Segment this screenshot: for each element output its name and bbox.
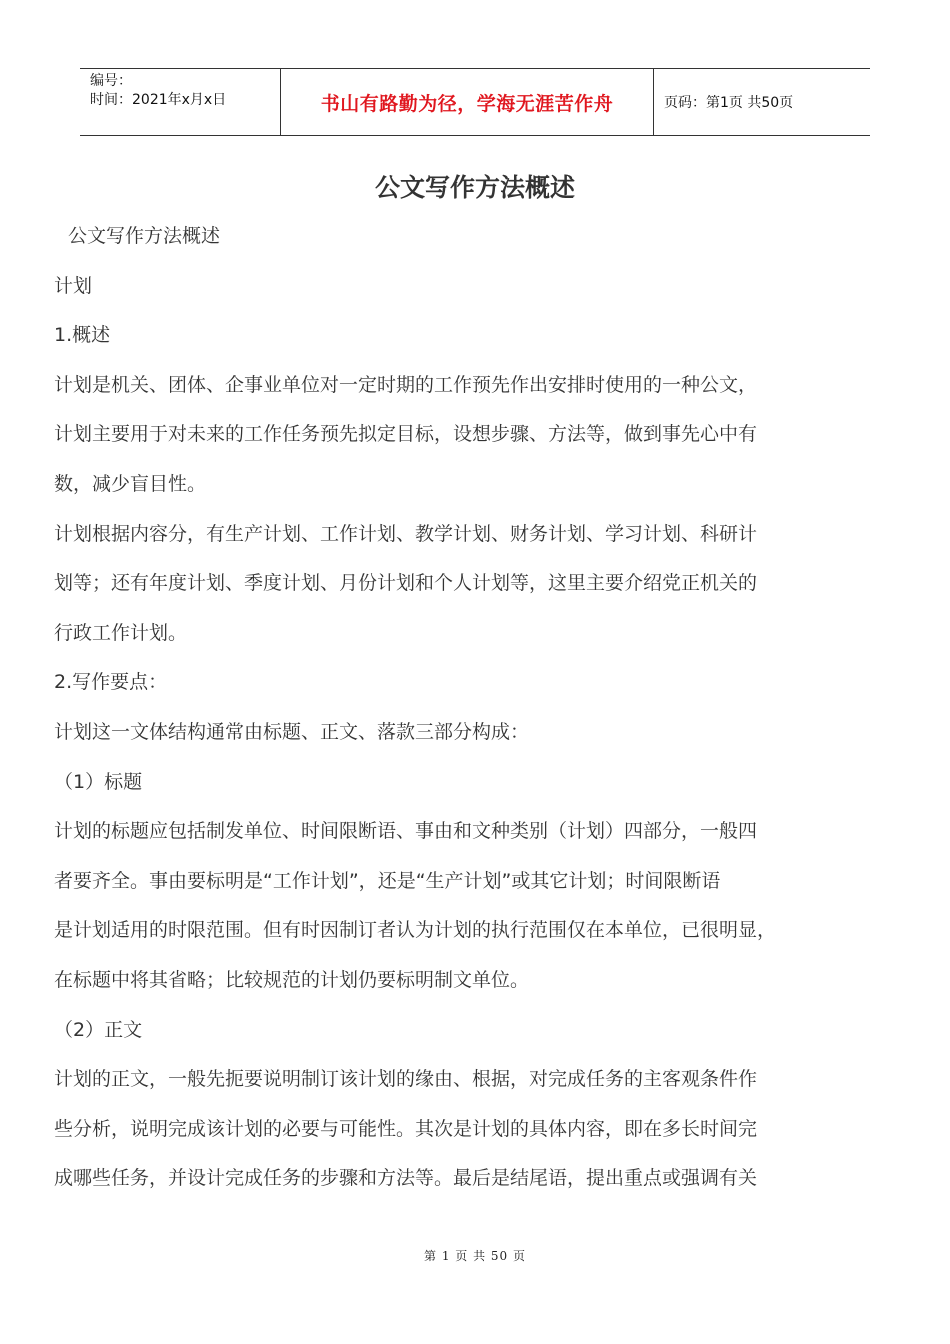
header-page-info: 页码：第1页 共50页 [664,95,794,111]
section-heading: 2.写作要点： [54,671,168,694]
paragraph-line: 计划这一文体结构通常由标题、正文、落款三部分构成： [54,720,530,743]
paragraph-line: 数，减少盲目性。 [54,472,207,495]
section-heading: 计划 [54,274,93,297]
paragraph-line: 行政工作计划。 [54,621,188,644]
subsection-heading: （2）正文 [54,1018,143,1041]
document-title: 公文写作方法概述 [374,173,575,202]
paragraph-line: 成哪些任务，并设计完成任务的步骤和方法等。最后是结尾语，提出重点或强调有关 [54,1167,758,1190]
paragraph-line: 计划根据内容分，有生产计划、工作计划、教学计划、财务计划、学习计划、科研计 [54,522,758,545]
paragraph-line: 计划主要用于对未来的工作任务预先拟定目标，设想步骤、方法等，做到事先心中有 [54,423,758,446]
time-label: 时间：2021年x月x日 [90,92,227,108]
paragraph-line: 是计划适用的时限范围。但有时因制订者认为计划的执行范围仅在本单位，已很明显， [54,919,777,942]
paragraph-line: 公文写作方法概述 [68,225,221,247]
section-heading: 1.概述 [54,324,111,347]
paragraph-line: 些分析，说明完成该计划的必要与可能性。其次是计划的具体内容，即在多长时间完 [54,1117,758,1140]
header-meta [80,69,280,135]
paragraph-line: 在标题中将其省略；比较规范的计划仍要标明制文单位。 [54,968,530,991]
paragraph-line: 计划是机关、团体、企事业单位对一定时期的工作预先作出安排时使用的一种公文， [54,373,758,396]
paragraph-line: 计划的标题应包括制发单位、时间限断语、事由和文种类别（计划）四部分，一般四 [54,820,758,843]
number-label: 编号： [90,73,132,89]
paragraph-line: 计划的正文，一般先扼要说明制订该计划的缘由、根据，对完成任务的主客观条件作 [54,1068,758,1091]
subsection-heading: （1）标题 [54,770,143,793]
page-header [80,68,870,136]
paragraph-line: 划等；还有年度计划、季度计划、月份计划和个人计划等，这里主要介绍党正机关的 [54,572,758,595]
document-body [54,212,904,1204]
paragraph-line: 者要齐全。事由要标明是“工作计划”，还是“生产计划”或其它计划；时间限断语 [54,869,721,892]
page-footer: 第 1 页 共 50 页 [424,1249,526,1263]
header-motto: 书山有路勤为径，学海无涯苦作舟 [280,69,654,135]
